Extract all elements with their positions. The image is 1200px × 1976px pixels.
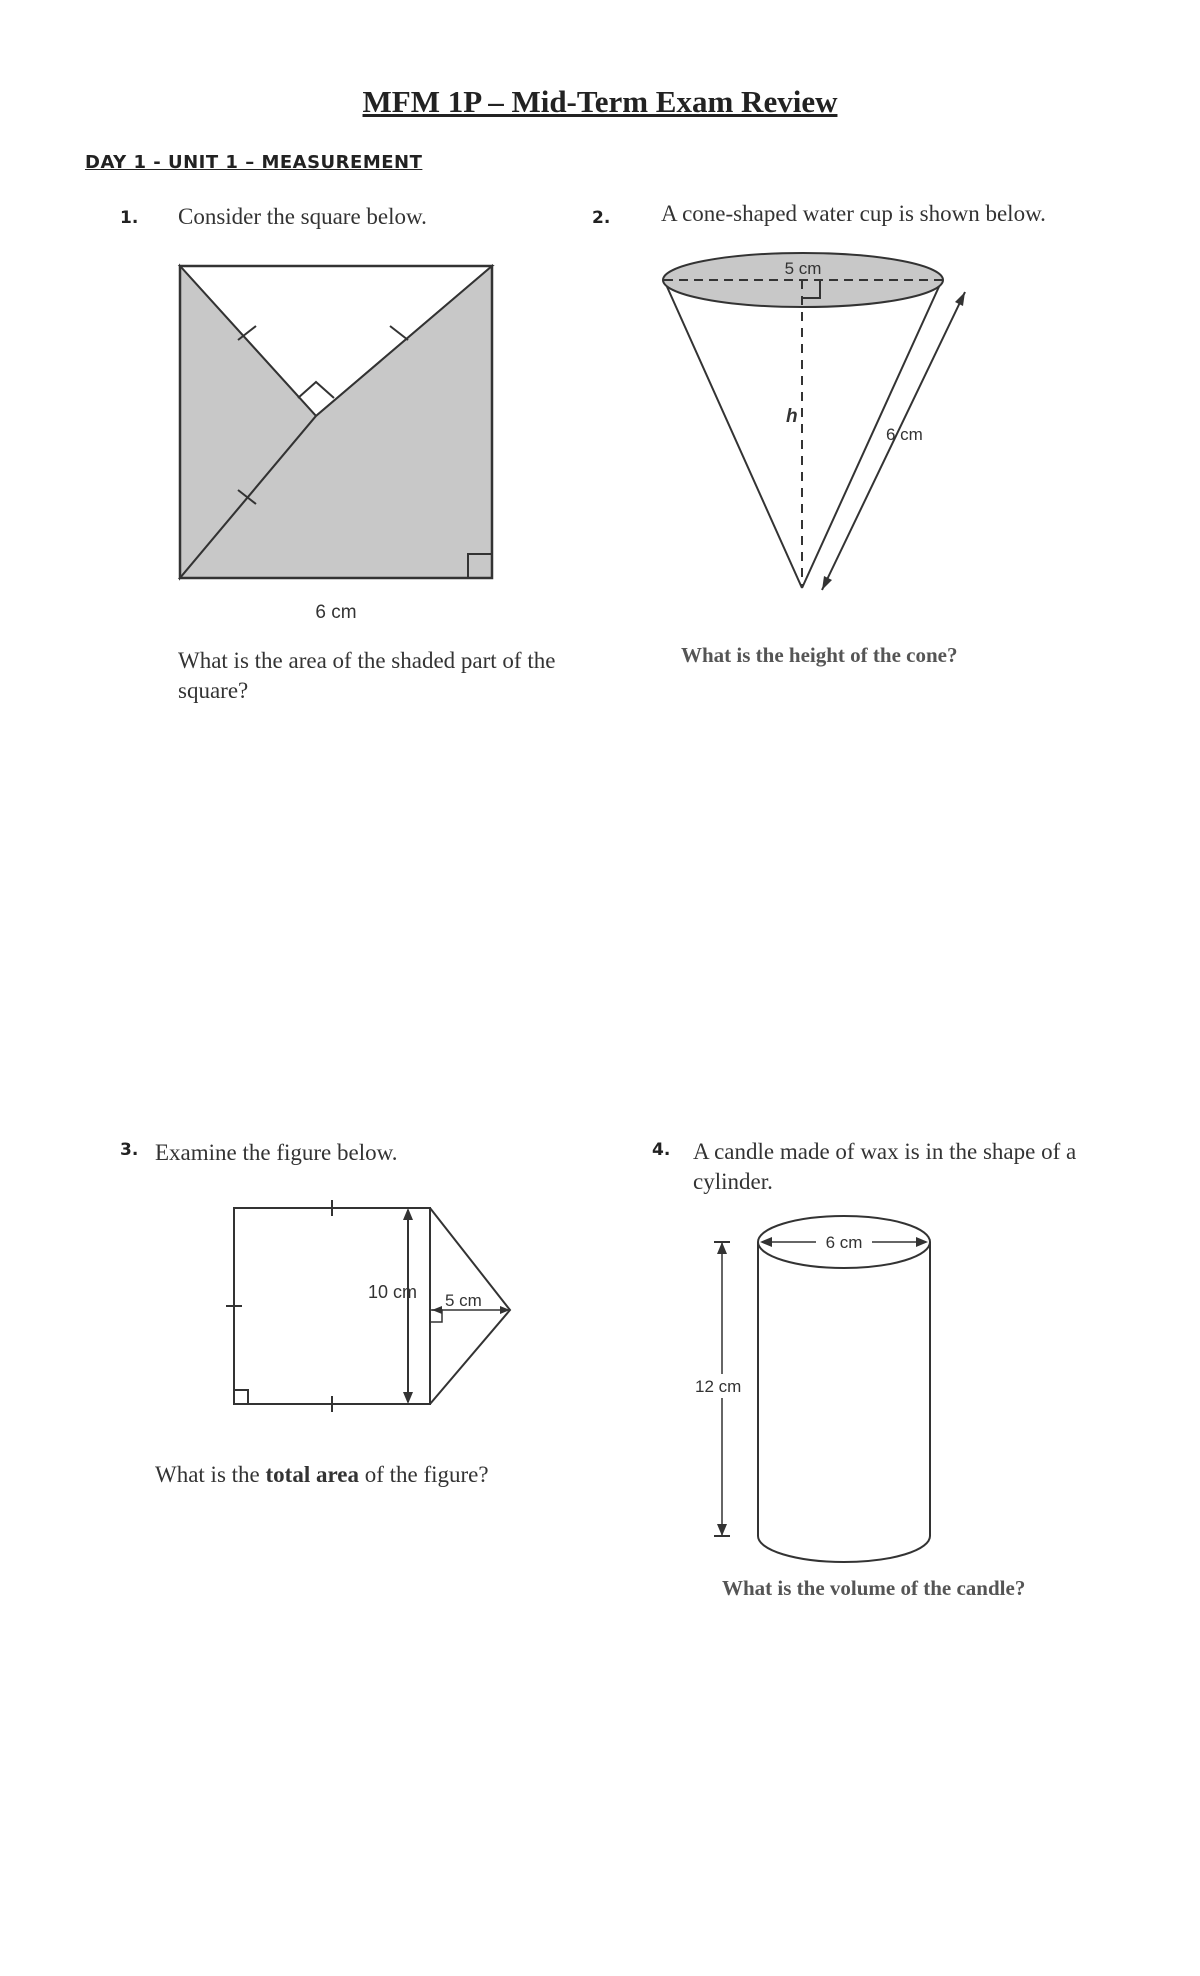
question-4-number: 4. <box>652 1140 671 1160</box>
question-3-side-label: 10 cm <box>368 1282 418 1302</box>
question-4-prompt: A candle made of wax is in the shape of a cylinder. <box>693 1139 1077 1194</box>
question-3-question: What is the total area of the figure? <box>155 1462 489 1487</box>
question-2-number: 2. <box>592 208 611 228</box>
question-2-prompt: A cone-shaped water cup is shown below. <box>661 201 1046 226</box>
question-2-height-label: h <box>786 406 798 427</box>
question-1-number: 1. <box>120 208 139 228</box>
question-4-question: What is the volume of the candle? <box>722 1576 1026 1600</box>
question-3-number: 3. <box>120 1140 139 1160</box>
question-2-diameter-label: 5 cm <box>784 259 822 278</box>
question-1-square-figure <box>170 258 510 630</box>
question-3-triangle-height-label: 5 cm <box>445 1291 482 1310</box>
question-2-question: What is the height of the cone? <box>681 643 958 667</box>
question-1-prompt: Consider the square below. <box>178 204 427 229</box>
question-3-prompt: Examine the figure below. <box>155 1140 398 1165</box>
question-4-height-label: 12 cm <box>695 1377 742 1396</box>
question-2-slant-label: 6 cm <box>886 425 923 444</box>
page-title: MFM 1P – Mid-Term Exam Review <box>362 84 838 119</box>
question-3-composite-figure <box>220 1196 530 1416</box>
question-3-emphasis: total area <box>265 1462 359 1487</box>
question-2-cone-figure <box>650 250 980 610</box>
question-1-side-label: 6 cm <box>315 602 357 623</box>
question-4-cylinder-figure <box>690 1214 980 1570</box>
question-4-diameter-label: 6 cm <box>825 1233 863 1252</box>
section-heading: DAY 1 - UNIT 1 – MEASUREMENT <box>85 152 423 173</box>
question-1-question: What is the area of the shaded part of the square? <box>178 648 556 703</box>
